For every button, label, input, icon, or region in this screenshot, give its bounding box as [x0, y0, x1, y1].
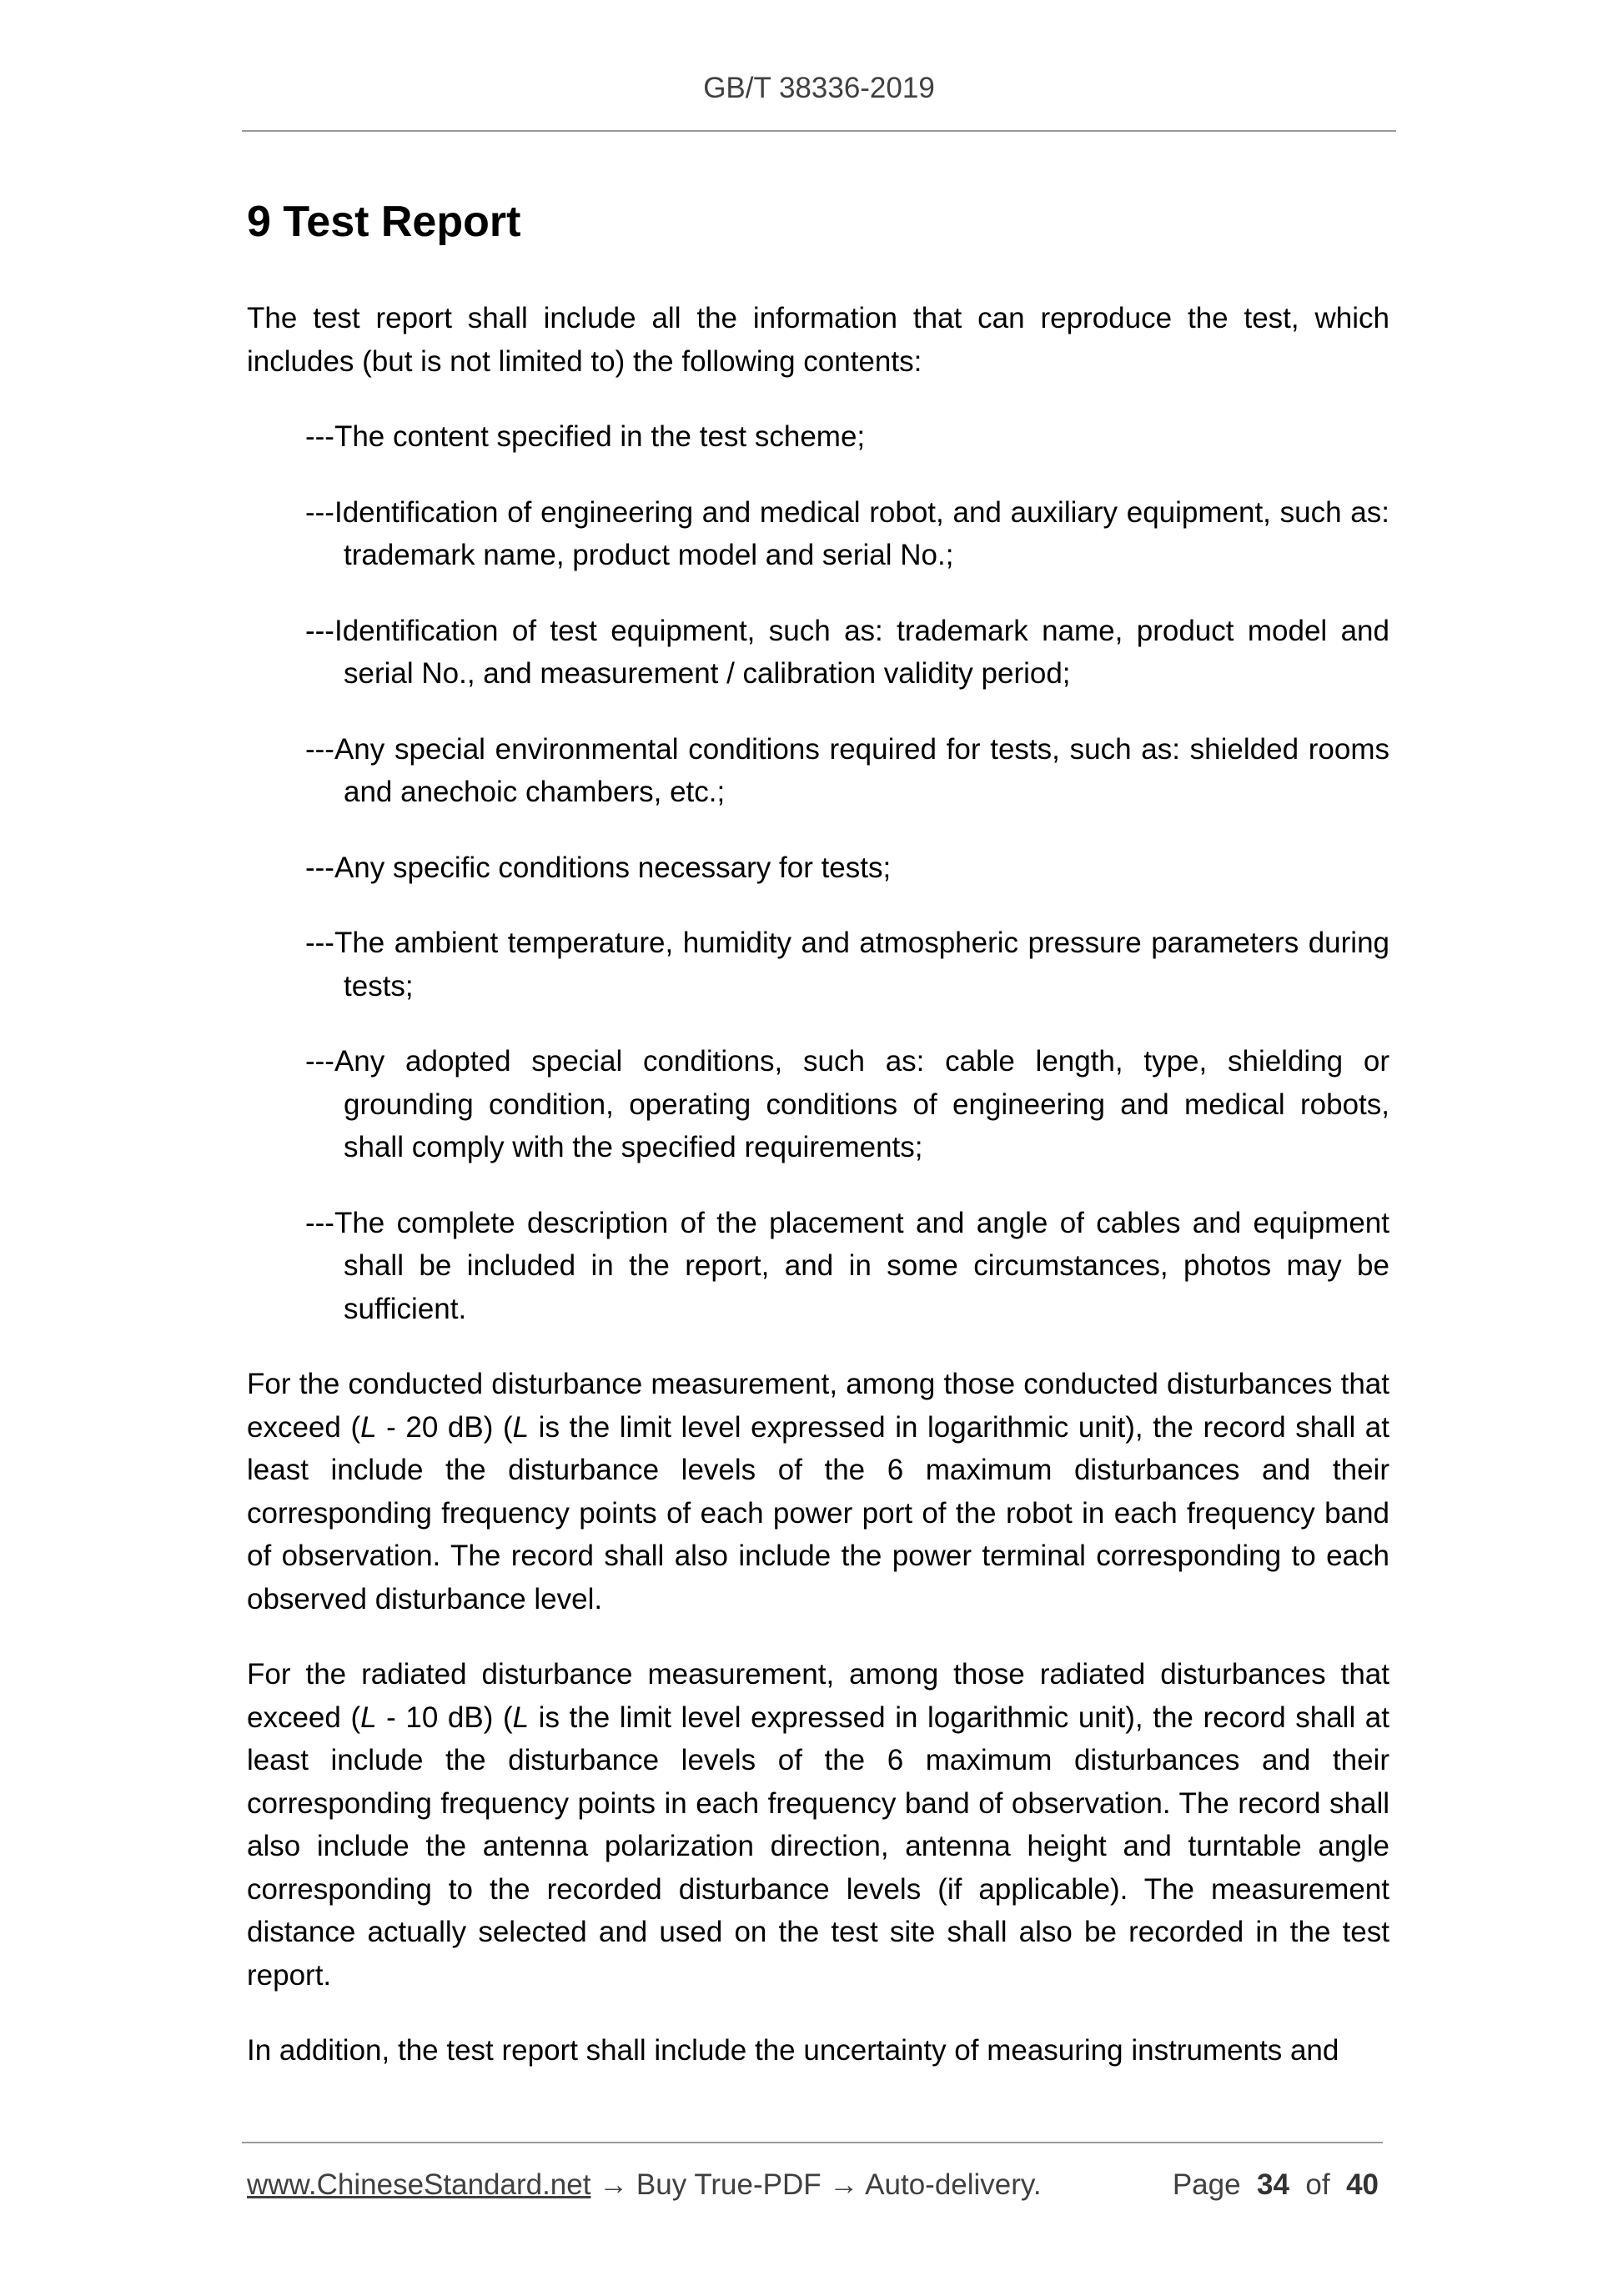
- page-label: Page: [1172, 2168, 1241, 2201]
- site-link[interactable]: www.ChineseStandard.net: [247, 2168, 591, 2201]
- footer-tagline: → Buy True-PDF → Auto-delivery.: [590, 2168, 1042, 2201]
- list-item: ---Any special environmental conditions required for tests, such as: shielded rooms and anechoic chambers, etc.;: [305, 732, 1389, 808]
- conducted-text-a: For the conducted disturbance measurement, among those conducted disturbances that exceed (: [247, 1368, 1389, 1444]
- section-title: 9 Test Report: [247, 198, 521, 246]
- radiated-var-l: L: [512, 1701, 530, 1734]
- conducted-var-l: L: [360, 1410, 377, 1444]
- body-content: [247, 297, 1389, 2105]
- intro-paragraph: The test report shall include all the information that can reproduce the test, which includes (but is not limited to) the following contents:: [247, 302, 1389, 378]
- radiated-paragraph: [247, 1653, 1389, 1997]
- addition-paragraph: In addition, the test report shall include the uncertainty of measuring instruments and: [247, 2034, 1339, 2067]
- conducted-paragraph: [247, 1363, 1389, 1620]
- radiated-text-b: - 10 dB) (: [376, 1701, 513, 1734]
- of-label: of: [1305, 2168, 1330, 2201]
- radiated-text-c: is the limit level expressed in logarithmic unit), the record shall at least include the disturbance levels of the 6 maximum disturbances and their corresponding frequency points in each frequency band of observation. The record shall also include the antenna polarization direction, antenna height and turntable angle corresponding to the recorded disturbance levels (if applicable). The measurement distance actually selected and used on the test site shall also be recorded in the test report.: [247, 1701, 1389, 1992]
- page-indicator: [1173, 2168, 1379, 2202]
- header-doc-id: GB/T 38336-2019: [703, 72, 935, 104]
- conducted-text-c: is the limit level expressed in logarithmic unit), the record shall at least include the disturbance levels of the 6 maximum disturbances and their corresponding frequency points of each power port of the robot in each frequency band of observation. The record shall also include the power terminal corresponding to each observed disturbance level.: [247, 1410, 1389, 1615]
- list-item: ---Identification of engineering and medical robot, and auxiliary equipment, such as: trademark name, product model and serial No.;: [305, 495, 1389, 571]
- conducted-text-b: - 20 dB) (: [376, 1410, 513, 1444]
- footer-divider: [242, 2142, 1383, 2143]
- footer: [247, 2168, 1383, 2202]
- page-number: 34: [1257, 2168, 1289, 2201]
- header-divider: [242, 130, 1396, 132]
- conducted-var-l: L: [512, 1410, 530, 1444]
- list-item: ---Any specific conditions necessary for tests;: [305, 851, 892, 884]
- report-content-list: [247, 415, 1389, 1330]
- page-total: 40: [1346, 2168, 1379, 2201]
- list-item: ---The ambient temperature, humidity and atmospheric pressure parameters during tests;: [305, 927, 1389, 1002]
- radiated-text-a: For the radiated disturbance measurement, among those radiated disturbances that exceed (: [247, 1658, 1389, 1734]
- list-item: ---The content specified in the test scheme;: [305, 420, 866, 453]
- list-item: ---Any adopted special conditions, such as: cable length, type, shielding or grounding condition, operating conditions of engineering and medical robots, shall comply with the specified requirements;: [305, 1045, 1389, 1163]
- radiated-var-l: L: [360, 1701, 377, 1734]
- list-item: ---The complete description of the placement and angle of cables and equipment shall be included in the report, and in some circumstances, photos may be sufficient.: [305, 1206, 1389, 1325]
- list-item: ---Identification of test equipment, such as: trademark name, product model and serial No., and measurement / calibration validity period;: [305, 614, 1389, 690]
